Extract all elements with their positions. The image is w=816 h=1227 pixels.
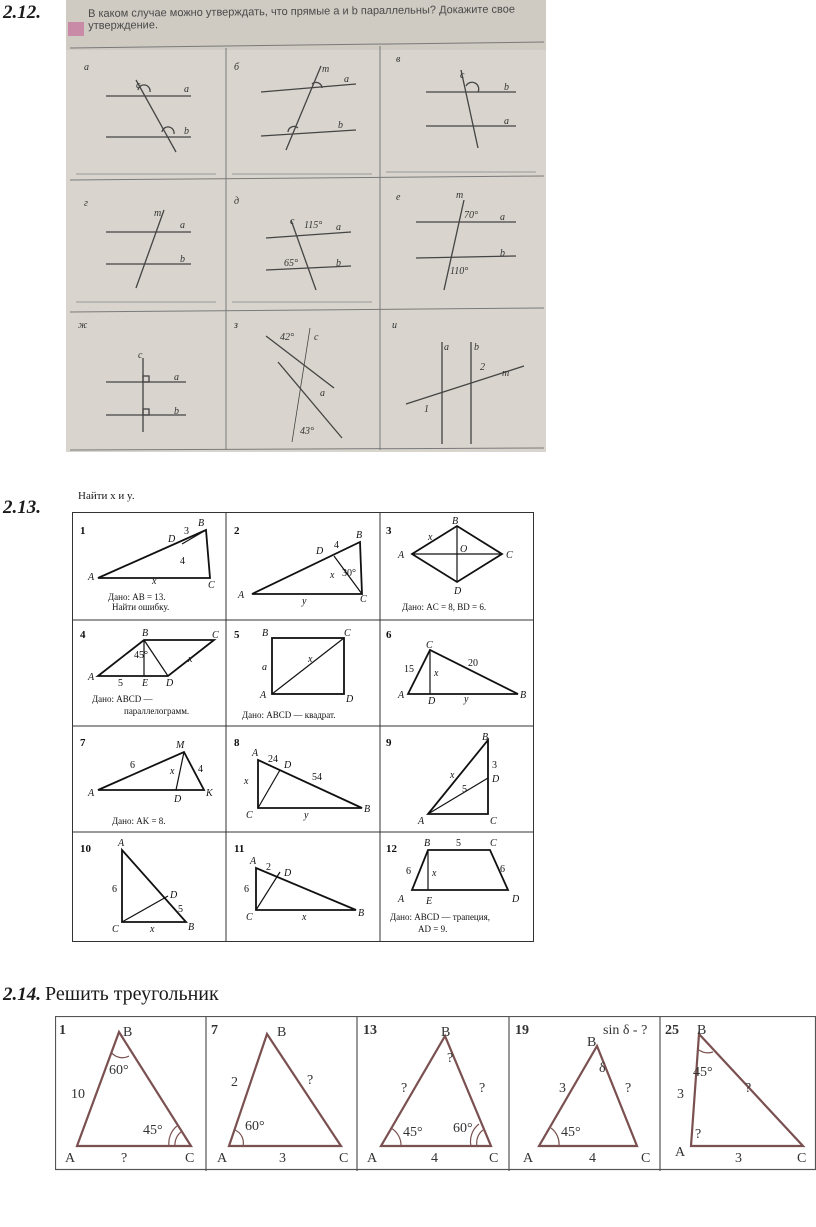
grid-cell-2-label: B xyxy=(356,530,363,541)
photo-cell-d-label: b xyxy=(336,258,341,269)
grid-cell-1-given: Дано: AB = 13. xyxy=(108,592,166,602)
grid-cell-2-label: D xyxy=(316,546,324,557)
figures-grid-2-13 xyxy=(72,512,534,942)
photo-cell-e-label: 110° xyxy=(450,266,469,277)
grid-cell-9-label: 3 xyxy=(492,760,497,771)
solve-1-label: A xyxy=(65,1151,76,1166)
grid-cell-4-label: 5 xyxy=(118,678,123,689)
solve-13-label: 45° xyxy=(403,1125,423,1140)
photo-cell-g-label: m xyxy=(154,208,162,219)
grid-cell-5-label: B xyxy=(262,628,269,639)
grid-cell-3-label: x xyxy=(428,532,433,543)
solve-13-label: A xyxy=(367,1151,378,1166)
grid-cell-number: 7 xyxy=(80,737,86,749)
solve-7-label: ? xyxy=(307,1073,314,1088)
grid-cell-3-given: Дано: AC = 8, BD = 6. xyxy=(402,602,487,612)
grid-cell-6-label: D xyxy=(428,696,436,707)
photo-cell-a-label: a xyxy=(184,84,189,95)
grid-cell-12-label: E xyxy=(426,896,433,907)
solve-19-label: 4 xyxy=(589,1151,596,1166)
grid-cell-4-given: Дано: ABCD — xyxy=(92,694,153,704)
grid-cell-2-label: 4 xyxy=(334,540,339,551)
grid-cell-5-label: D xyxy=(346,694,354,705)
solve-19-label: C xyxy=(641,1151,651,1166)
grid-cell-10-label: 6 xyxy=(112,884,117,895)
photo-cell-zh-label: b xyxy=(174,406,179,417)
grid-cell-10-label: D xyxy=(170,890,178,901)
section-2-14-label: 2.14. xyxy=(3,984,41,1005)
grid-cell-11-label: 6 xyxy=(244,884,249,895)
photo-cell-z-tag: з xyxy=(234,320,238,331)
photo-cell-z-label: 42° xyxy=(280,332,294,343)
solve-25-label: A xyxy=(675,1145,686,1160)
solve-13-label: ? xyxy=(447,1051,454,1066)
solve-triangles-2-14 xyxy=(55,1016,816,1171)
grid-cell-4-given: параллелограмм. xyxy=(124,706,190,716)
photo-cell-v-label: b xyxy=(504,82,509,93)
grid-cell-7-label: 6 xyxy=(130,760,135,771)
grid-cell-11-label: B xyxy=(358,908,365,919)
grid-cell-4-label: 45° xyxy=(134,650,148,661)
grid-cell-1-label: A xyxy=(88,572,95,583)
solve-number: 19 xyxy=(515,1023,529,1038)
grid-cell-6-label: 15 xyxy=(404,664,414,675)
solve-7-label: C xyxy=(339,1151,349,1166)
solve-19-label: B xyxy=(587,1035,597,1050)
grid-cell-5-label: x xyxy=(308,654,313,665)
grid-cell-2-label: y xyxy=(302,596,307,607)
solve-1-label: 10 xyxy=(71,1087,85,1102)
grid-figures xyxy=(72,512,534,942)
grid-cell-number: 12 xyxy=(386,843,397,855)
grid-cell-7-label: A xyxy=(88,788,95,799)
grid-cell-12-given: Дано: ABCD — трапеция, xyxy=(390,912,490,922)
solve-13-label: 60° xyxy=(453,1121,473,1136)
photo-cell-g-label: a xyxy=(180,220,185,231)
photo-cell-zh-label: c xyxy=(138,350,143,361)
grid-cell-12-label: 6 xyxy=(500,864,505,875)
grid-cell-5-label: C xyxy=(344,628,351,639)
grid-cell-3-label: B xyxy=(452,516,459,527)
solve-number: 13 xyxy=(363,1023,377,1038)
grid-cell-1-given: Найти ошибку. xyxy=(112,602,170,612)
grid-cell-11-label: 2 xyxy=(266,862,271,873)
grid-cell-3-label: D xyxy=(454,586,462,597)
grid-cell-4-label: x xyxy=(188,654,193,665)
grid-cell-1-label: x xyxy=(152,576,157,587)
grid-cell-4-label: A xyxy=(88,672,95,683)
grid-cell-12-label: C xyxy=(490,838,497,849)
grid-cell-12-label: B xyxy=(424,838,431,849)
solve-number: 7 xyxy=(211,1023,218,1038)
photo-figures xyxy=(66,0,546,452)
grid-cell-7-label: D xyxy=(174,794,182,805)
grid-cell-3-label: C xyxy=(506,550,513,561)
grid-cell-9-label: D xyxy=(492,774,500,785)
grid-cell-9-label: B xyxy=(482,732,489,743)
grid-cell-8-label: y xyxy=(304,810,309,821)
grid-cell-1-label: 3 xyxy=(184,526,189,537)
grid-cell-7-given: Дано: AK = 8. xyxy=(112,816,166,826)
grid-cell-4-label: E xyxy=(142,678,149,689)
photo-cell-i-label: 2 xyxy=(480,362,485,373)
solve-7-label: A xyxy=(217,1151,228,1166)
solve-25-label: 3 xyxy=(677,1087,684,1102)
photo-cell-g-tag: г xyxy=(84,198,88,209)
section-2-14-title: Решить треугольник xyxy=(45,983,219,1005)
photo-cell-b-label: a xyxy=(344,74,349,85)
solve-25-label: 45° xyxy=(693,1065,713,1080)
grid-cell-number: 9 xyxy=(386,737,392,749)
solve-13-label: 4 xyxy=(431,1151,438,1166)
photo-cell-i-tag: и xyxy=(392,320,397,331)
solve-7-label: B xyxy=(277,1025,287,1040)
solve-25-label: 3 xyxy=(735,1151,742,1166)
grid-cell-number: 3 xyxy=(386,525,392,537)
photo-cell-zh-tag: ж xyxy=(78,320,88,331)
grid-cell-3-label: A xyxy=(398,550,405,561)
solve-number: 25 xyxy=(665,1023,679,1038)
solve-19-label: δ xyxy=(599,1061,606,1076)
photo-cell-i-label: a xyxy=(444,342,449,353)
photo-cell-b-label: m xyxy=(322,64,330,75)
grid-cell-8-label: 24 xyxy=(268,754,278,765)
grid-cell-12-label: 6 xyxy=(406,866,411,877)
photo-cell-z-label: c xyxy=(314,332,319,343)
grid-cell-2-label: C xyxy=(360,594,367,605)
grid-cell-8-label: A xyxy=(252,748,259,759)
grid-cell-1-label: C xyxy=(208,580,215,591)
photo-cell-g-label: b xyxy=(180,254,185,265)
photo-cell-d-label: 115° xyxy=(304,220,323,231)
grid-cell-4-label: D xyxy=(166,678,174,689)
photo-cell-i-label: b xyxy=(474,342,479,353)
photo-cell-i-label: m xyxy=(502,368,510,379)
grid-cell-2-label: 30° xyxy=(342,568,356,579)
grid-cell-12-given: AD = 9. xyxy=(418,924,448,934)
grid-cell-9-label: A xyxy=(418,816,425,827)
photo-title: В каком случае можно утверждать, что прямые a и b параллельны? Докажите свое утверждение. xyxy=(88,3,516,32)
solve-13-label: ? xyxy=(479,1081,486,1096)
grid-cell-9-label: 5 xyxy=(462,784,467,795)
photo-cell-d-label: 65° xyxy=(284,258,298,269)
grid-cell-1-label: B xyxy=(198,518,205,529)
solve-figures xyxy=(55,1016,816,1171)
photo-cell-v-label: a xyxy=(504,116,509,127)
grid-cell-number: 11 xyxy=(234,843,245,855)
grid-cell-6-label: A xyxy=(398,690,405,701)
photo-cell-d-label: a xyxy=(336,222,341,233)
solve-7-label: 60° xyxy=(245,1119,265,1134)
textbook-photo-2-12 xyxy=(66,0,546,452)
grid-cell-8-label: C xyxy=(246,810,253,821)
grid-cell-5-label: A xyxy=(260,690,267,701)
grid-cell-8-label: B xyxy=(364,804,371,815)
solve-7-label: 3 xyxy=(279,1151,286,1166)
grid-cell-9-label: C xyxy=(490,816,497,827)
photo-cell-e-label: a xyxy=(500,212,505,223)
solve-1-label: 45° xyxy=(143,1123,163,1138)
solve-13-label: ? xyxy=(401,1081,408,1096)
solve-1-label: B xyxy=(123,1025,133,1040)
grid-cell-4-label: C xyxy=(212,630,219,641)
grid-cell-11-label: D xyxy=(284,868,292,879)
grid-cell-8-label: 54 xyxy=(312,772,322,783)
solve-25-label: B xyxy=(697,1023,707,1038)
section-2-14-heading xyxy=(3,983,219,1006)
grid-cell-12-label: A xyxy=(398,894,405,905)
solve-number: 1 xyxy=(59,1023,66,1038)
solve-13-label: C xyxy=(489,1151,499,1166)
solve-25-label: C xyxy=(797,1151,807,1166)
grid-title: Найти x и y. xyxy=(78,490,135,502)
photo-cell-d-tag: д xyxy=(234,196,240,207)
photo-cell-e-label: m xyxy=(456,190,464,201)
grid-cell-10-label: B xyxy=(188,922,195,933)
photo-cell-e-label: 70° xyxy=(464,210,478,221)
grid-cell-3-label: O xyxy=(460,544,468,555)
grid-cell-10-label: C xyxy=(112,924,119,935)
photo-cell-v-tag: в xyxy=(396,54,401,65)
grid-cell-6-label: C xyxy=(426,640,433,651)
solve-1-label: C xyxy=(185,1151,195,1166)
grid-cell-6-label: x xyxy=(434,668,439,679)
grid-cell-6-label: 20 xyxy=(468,658,478,669)
solve-13-label: B xyxy=(441,1025,451,1040)
grid-cell-7-label: M xyxy=(176,740,185,751)
solve-19-label: 3 xyxy=(559,1081,566,1096)
grid-cell-12-label: 5 xyxy=(456,838,461,849)
grid-cell-number: 8 xyxy=(234,737,240,749)
grid-cell-10-label: x xyxy=(150,924,155,935)
grid-cell-11-label: A xyxy=(250,856,257,867)
grid-cell-number: 10 xyxy=(80,843,91,855)
grid-cell-8-label: x xyxy=(244,776,249,787)
grid-cell-1-label: 4 xyxy=(180,556,185,567)
grid-cell-6-label: y xyxy=(464,694,469,705)
photo-cell-v-label: c xyxy=(460,70,465,81)
solve-25-label: ? xyxy=(695,1127,702,1142)
grid-cell-2-label: x xyxy=(330,570,335,581)
photo-cell-a-tag: а xyxy=(84,62,89,73)
photo-cell-z-label: a xyxy=(320,388,325,399)
solve-7-label: 2 xyxy=(231,1075,238,1090)
photo-cell-e-tag: е xyxy=(396,192,401,203)
grid-cell-11-label: x xyxy=(302,912,307,923)
grid-cell-7-label: x xyxy=(170,766,175,777)
grid-cell-10-label: A xyxy=(118,838,125,849)
grid-cell-11-label: C xyxy=(246,912,253,923)
grid-cell-8-label: D xyxy=(284,760,292,771)
grid-cell-4-label: B xyxy=(142,628,149,639)
solve-19-label: sin δ - ? xyxy=(603,1023,648,1038)
grid-cell-number: 6 xyxy=(386,629,392,641)
photo-cell-zh-label: a xyxy=(174,372,179,383)
grid-cell-5-given: Дано: ABCD — квадрат. xyxy=(242,710,336,720)
section-2-12-label: 2.12. xyxy=(3,2,41,23)
grid-cell-5-label: a xyxy=(262,662,267,673)
grid-cell-1-label: D xyxy=(168,534,176,545)
grid-cell-7-label: K xyxy=(206,788,213,799)
grid-cell-number: 5 xyxy=(234,629,240,641)
grid-cell-12-label: D xyxy=(512,894,520,905)
photo-cell-a-label: c xyxy=(136,80,141,91)
solve-19-label: ? xyxy=(625,1081,632,1096)
solve-19-label: A xyxy=(523,1151,534,1166)
grid-cell-7-label: 4 xyxy=(198,764,203,775)
grid-cell-number: 1 xyxy=(80,525,86,537)
photo-cell-z-label: 43° xyxy=(300,426,314,437)
solve-1-label: ? xyxy=(121,1151,128,1166)
photo-cell-i-label: 1 xyxy=(424,404,429,415)
photo-cell-b-label: b xyxy=(338,120,343,131)
grid-cell-6-label: B xyxy=(520,690,527,701)
solve-19-label: 45° xyxy=(561,1125,581,1140)
grid-cell-10-label: 5 xyxy=(178,904,183,915)
photo-cell-b-tag: б xyxy=(234,62,240,73)
photo-cell-e-label: b xyxy=(500,248,505,259)
grid-cell-number: 2 xyxy=(234,525,240,537)
grid-cell-number: 4 xyxy=(80,629,86,641)
grid-cell-9-label: x xyxy=(450,770,455,781)
section-2-13-label: 2.13. xyxy=(3,497,41,518)
solve-25-label: ? xyxy=(745,1081,752,1096)
grid-cell-2-label: A xyxy=(238,590,245,601)
photo-cell-d-label: c xyxy=(290,216,295,227)
grid-cell-12-label: x xyxy=(432,868,437,879)
photo-cell-a-label: b xyxy=(184,126,189,137)
solve-1-label: 60° xyxy=(109,1063,129,1078)
